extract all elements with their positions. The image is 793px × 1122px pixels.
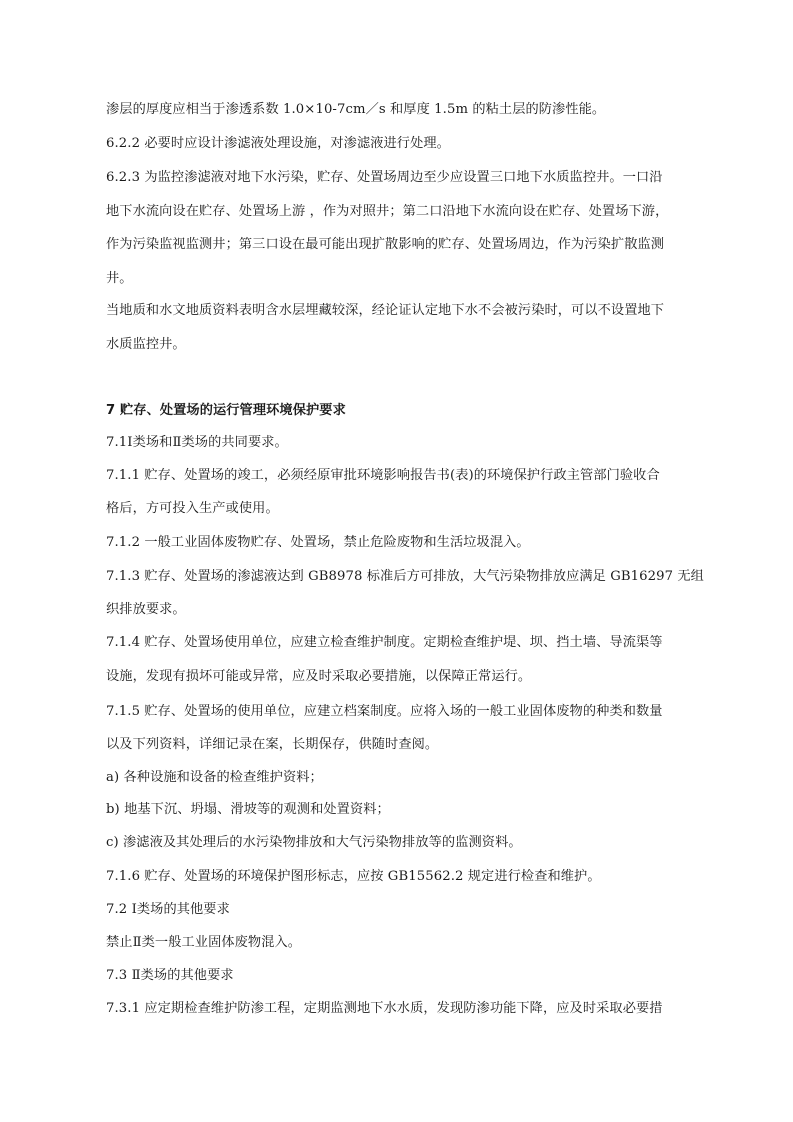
text-line-25: 禁止Ⅱ类一般工业固体废物混入。	[106, 935, 302, 950]
text-line-23: 7.1.6 贮存、处置场的环境保护图形标志，应按 GB15562.2 规定进行检查和维护。	[106, 869, 601, 884]
text-line-4: 地下水流向设在贮存、处置场上游 ，作为对照井；第二口沿地下水流向设在贮存、处置场下游，	[106, 204, 669, 219]
text-line-10: 7.1Ⅰ类场和Ⅱ类场的共同要求。	[106, 435, 288, 450]
text-line-27: 7.3.1 应定期检查维护防渗工程，定期监测地下水水质，发现防渗功能下降，应及时采取必要措	[106, 1001, 663, 1016]
text-line-24: 7.2 Ⅰ类场的其他要求	[106, 902, 230, 917]
text-line-13: 7.1.2 一般工业固体废物贮存、处置场，禁止危险废物和生活垃圾混入。	[106, 535, 530, 550]
text-line-12: 格后，方可投入生产或使用。	[106, 501, 279, 516]
text-line-20: a) 各种设施和设备的检查维护资料；	[106, 770, 323, 785]
text-line-5: 作为污染监视监测井；第三口设在最可能出现扩散影响的贮存、处置场周边，作为污染扩散监测	[106, 237, 665, 252]
text-line-21: b) 地基下沉、坍塌、滑坡等的观测和处置资料；	[106, 802, 390, 817]
text-line-1: 渗层的厚度应相当于渗透系数 1.0×10-7cm／s 和厚度 1.5m 的粘土层的防渗性能。	[106, 102, 606, 117]
text-line-18: 7.1.5 贮存、处置场的使用单位，应建立档案制度。应将入场的一般工业固体废物的种类和数量	[106, 704, 663, 719]
text-line-19: 以及下列资料，详细记录在案，长期保存，供随时查阅。	[106, 737, 439, 752]
text-line-22: c) 渗滤液及其处理后的水污染物排放和大气污染物排放等的监测资料。	[106, 835, 522, 850]
text-line-17: 设施，发现有损坏可能或异常，应及时采取必要措施，以保障正常运行。	[106, 669, 532, 684]
text-line-3: 6.2.3 为监控渗滤液对地下水污染，贮存、处置场周边至少应设置三口地下水质监控井。一口沿	[106, 170, 663, 185]
text-line-2: 6.2.2 必要时应设计渗滤液处理设施，对渗滤液进行处理。	[106, 136, 450, 151]
text-line-15: 织排放要求。	[106, 602, 186, 617]
text-line-14: 7.1.3 贮存、处置场的渗滤液达到 GB8978 标准后方可排放，大气污染物排放应满足 GB16297 无组	[106, 569, 704, 584]
section-heading-7: 7 贮存、处置场的运行管理环境保护要求	[106, 403, 346, 418]
text-line-16: 7.1.4 贮存、处置场使用单位，应建立检查维护制度。定期检查维护堤、坝、挡土墙、导流渠等	[106, 635, 663, 650]
text-line-11: 7.1.1 贮存、处置场的竣工，必须经原审批环境影响报告书(表)的环境保护行政主管部门验收合	[106, 468, 660, 483]
text-line-26: 7.3 Ⅱ类场的其他要求	[106, 968, 234, 983]
text-line-6: 井。	[106, 271, 133, 286]
text-line-7: 当地质和水文地质资料表明含水层埋藏较深，经论证认定地下水不会被污染时，可以不设置地下	[106, 303, 665, 318]
text-line-8: 水质监控井。	[106, 337, 186, 352]
